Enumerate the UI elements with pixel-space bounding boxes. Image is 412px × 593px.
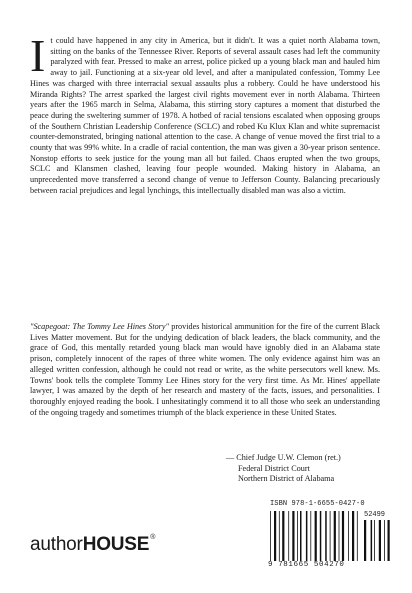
review-text: provides historical ammunition for the fire of the current Black Lives Matter movement. But for the undying dedication of black leaders, the black community, and the grace of God, this mentally retarded young black man would have ignobly died in an Alabama state prison, completely innocent of the rapes of three white women. The only evidence against him was an alleged written confession, although he could not read or write, as the white persecutors well knew. Ms. Towns' book tells the complete Tommy Lee Hines story for the very first time. As Mr. Hines' appellate lawyer, I was amazed by the depth of her research and mastery of the facts, issues, and personalities. I thoroughly enjoyed reading the book. I unhesitatingly commend it to all those who seek an understanding of the ongoing tragedy and sometimes triumph of the black experience in these United States. — [30, 322, 380, 417]
isbn-barcode — [268, 500, 392, 576]
price-code: 52499 — [364, 511, 386, 519]
ean-digits: 9 781665 504270 — [268, 561, 345, 569]
logo-word-house: HOUSE — [82, 534, 150, 555]
review-attribution — [226, 453, 396, 485]
ean-barcode-bars — [270, 511, 360, 561]
synopsis-paragraph — [30, 30, 380, 197]
drop-cap: I — [30, 30, 46, 81]
registered-mark-icon: ® — [150, 534, 156, 541]
reviewer-district: Northern District of Alabama — [238, 474, 335, 484]
reviewer-court: Federal District Court — [238, 463, 310, 473]
logo-word-author: author — [30, 534, 83, 555]
review-paragraph — [30, 322, 380, 418]
reviewer-name: — Chief Judge U.W. Clemon (ret.) — [226, 453, 341, 462]
publisher-logo — [30, 534, 155, 556]
isbn-label: ISBN 978-1-6655-0427-0 — [270, 500, 365, 508]
synopsis-text: t could have happened in any city in America, but it didn't. It was a quiet north Alabama town, sitting on the banks of the Tennessee River. Reports of several assault cases had left the community paralyzed with fear. Pressed to make an arrest, police picked up a young black man and hauled him away to jail. Functioning at a six-year old level, and after a manipulated confession, Tommy Lee Hines was charged with three interracial sexual assaults plus a robbery. Could he have understood his Miranda Rights? The arrest sparked the largest civil rights movement ever in north Alabama. Thirteen years after the 1965 march in Selma, Alabama, this stirring story captures a moment that disturbed the peace during the sweltering summer of 1978. A hotbed of racial tensions escalated when opposing groups of the Southern Christian Leadership Conference (SCLC) and robed Ku Klux Klan and white supremacist counter-demonstrated, bringing national attention to the case. A change of venue moved the first trial to a county that was 99% white. In a cradle of racial contention, the man was given a 30-year prison sentence. Nonstop efforts to seek justice for the young man all but failed. Chaos erupted when the two groups, SCLC and Klansmen clashed, leaving four people wounded. Making history in Alabama, an unprecedented move transferred a second change of venue to Jefferson County. Balancing precariously between racial prejudices and legal lynchings, this intellectually disabled man was also a victim. — [30, 36, 380, 195]
review-book-title: "Scapegoat: The Tommy Lee Hines Story" — [30, 322, 169, 331]
price-addon-bars — [364, 520, 390, 561]
